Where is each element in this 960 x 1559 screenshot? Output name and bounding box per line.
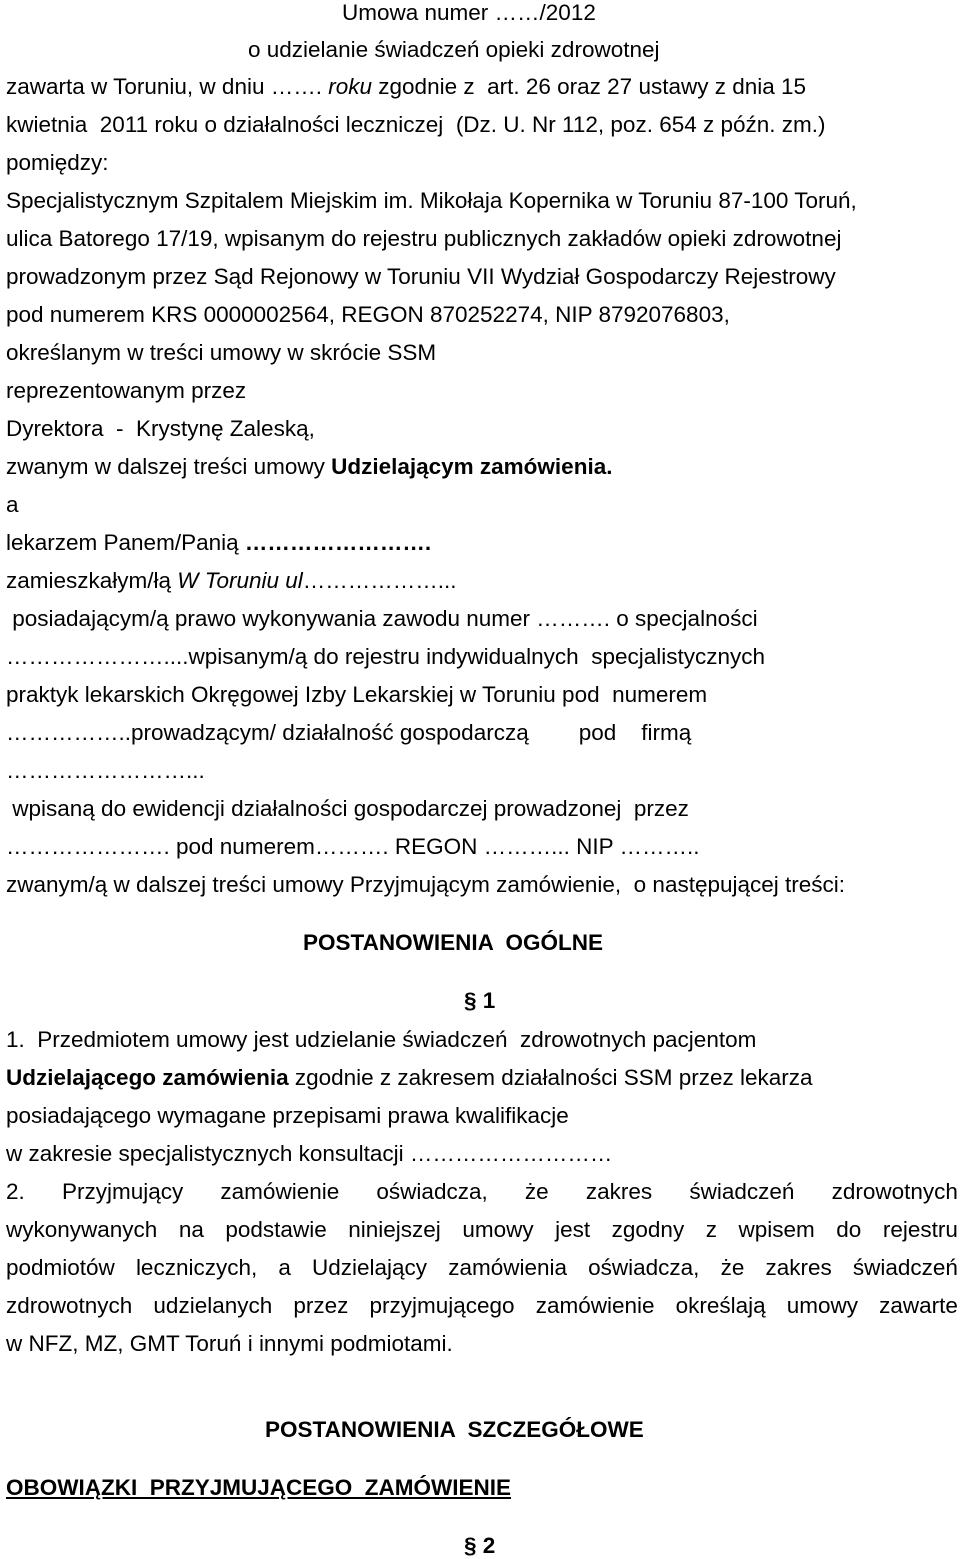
- clause-2-line1: 2. Przyjmujący zamówienie oświadcza, że zakres świadczeń zdrowotnych: [6, 1179, 958, 1204]
- contract-place-date: zawarta w Toruniu, w dniu ……. roku zgodnie z art. 26 oraz 27 ustawy z dnia 15: [6, 74, 807, 99]
- general-provisions-heading: POSTANOWIENIA OGÓLNE: [303, 930, 604, 955]
- hospital-identifiers: pod numerem KRS 0000002564, REGON 870252274, NIP 8792076803,: [6, 302, 730, 327]
- doctor-business: ……………..prowadzącym/ działalność gospodarczą pod firmą: [6, 720, 692, 745]
- contractor-definition: zwanym/ą w dalszej treści umowy Przyjmującym zamówienie, o następującej treści:: [6, 872, 846, 897]
- hospital-name: Specjalistycznym Szpitalem Miejskim im. Mikołaja Kopernika w Toruniu 87-100 Toruń,: [6, 188, 857, 213]
- hospital-address: ulica Batorego 17/19, wpisanym do rejestru publicznych zakładów opieki zdrowotnej: [6, 226, 842, 251]
- clause-2-line2: wykonywanych na podstawie niniejszej umowy jest zgodny z wpisem do rejestru: [6, 1217, 958, 1242]
- doctor-address-blank: ………………...: [302, 568, 457, 593]
- doctor-name-blank: …………………….: [244, 530, 432, 555]
- between-label: pomiędzy:: [6, 150, 109, 175]
- and-conjunction: a: [6, 492, 19, 517]
- clause-2-line4: zdrowotnych udzielanych przez przyjmującego zamówienie określają umowy zawarte: [6, 1293, 958, 1318]
- clause-2-line5: w NFZ, MZ, GMT Toruń i innymi podmiotami.: [6, 1331, 453, 1356]
- contract-title: Umowa numer ……/2012: [342, 0, 596, 25]
- ordering-party-definition: zwanym w dalszej treści umowy Udzielającym zamówienia.: [6, 454, 613, 479]
- paragraph-1-symbol: § 1: [464, 988, 496, 1013]
- paragraph-2-symbol: § 2: [464, 1533, 496, 1558]
- firm-name-blank: ……………………...: [6, 758, 205, 783]
- ordering-party-term: Udzielającego zamówienia: [6, 1065, 289, 1090]
- doctor-name: lekarzem Panem/Panią …………………….: [6, 530, 432, 555]
- ordering-party-term: Udzielającym zamówienia.: [331, 454, 613, 479]
- doctor-registry-line2: praktyk lekarskich Okręgowej Izby Lekarskiej w Toruniu pod numerem: [6, 682, 708, 707]
- legal-basis: kwietnia 2011 roku o działalności leczniczej (Dz. U. Nr 112, poz. 654 z późn. zm.): [6, 112, 826, 137]
- clause-1-line2: Udzielającego zamówienia zgodnie z zakresem działalności SSM przez lekarza: [6, 1065, 813, 1090]
- doctor-license: posiadającym/ą prawo wykonywania zawodu numer ………. o specjalności: [6, 606, 758, 631]
- represented-by: reprezentowanym przez: [6, 378, 247, 403]
- hospital-abbreviation: określanym w treści umowy w skrócie SSM: [6, 340, 437, 365]
- clause-1-line1: 1. Przedmiotem umowy jest udzielanie świadczeń zdrowotnych pacjentom: [6, 1027, 757, 1052]
- contractor-obligations-heading: OBOWIĄZKI PRZYJMUJĄCEGO ZAMÓWIENIE: [6, 1475, 512, 1500]
- clause-1-line3: posiadającego wymagane przepisami prawa kwalifikacje: [6, 1103, 569, 1128]
- doctor-address: zamieszkałym/łą W Toruniu ul………………...: [6, 568, 457, 593]
- contract-subtitle: o udzielanie świadczeń opieki zdrowotnej: [248, 37, 660, 62]
- clause-1-line4: w zakresie specjalistycznych konsultacji ………………………: [6, 1141, 613, 1166]
- doctor-identifiers: …………………. pod numerem………. REGON ………... NIP ………..: [6, 834, 700, 859]
- business-register: wpisaną do ewidencji działalności gospodarczej prowadzonej przez: [6, 796, 689, 821]
- doctor-registry-line1: …………………....wpisanym/ą do rejestru indywidualnych specjalistycznych: [6, 644, 766, 669]
- hospital-registry: prowadzonym przez Sąd Rejonowy w Toruniu VII Wydział Gospodarczy Rejestrowy: [6, 264, 836, 289]
- clause-2-line3: podmiotów leczniczych, a Udzielający zamówienia oświadcza, że zakres świadczeń: [6, 1255, 958, 1280]
- director-name: Dyrektora - Krystynę Zaleską,: [6, 416, 315, 441]
- year-word: roku: [328, 74, 373, 99]
- detailed-provisions-heading: POSTANOWIENIA SZCZEGÓŁOWE: [265, 1417, 644, 1442]
